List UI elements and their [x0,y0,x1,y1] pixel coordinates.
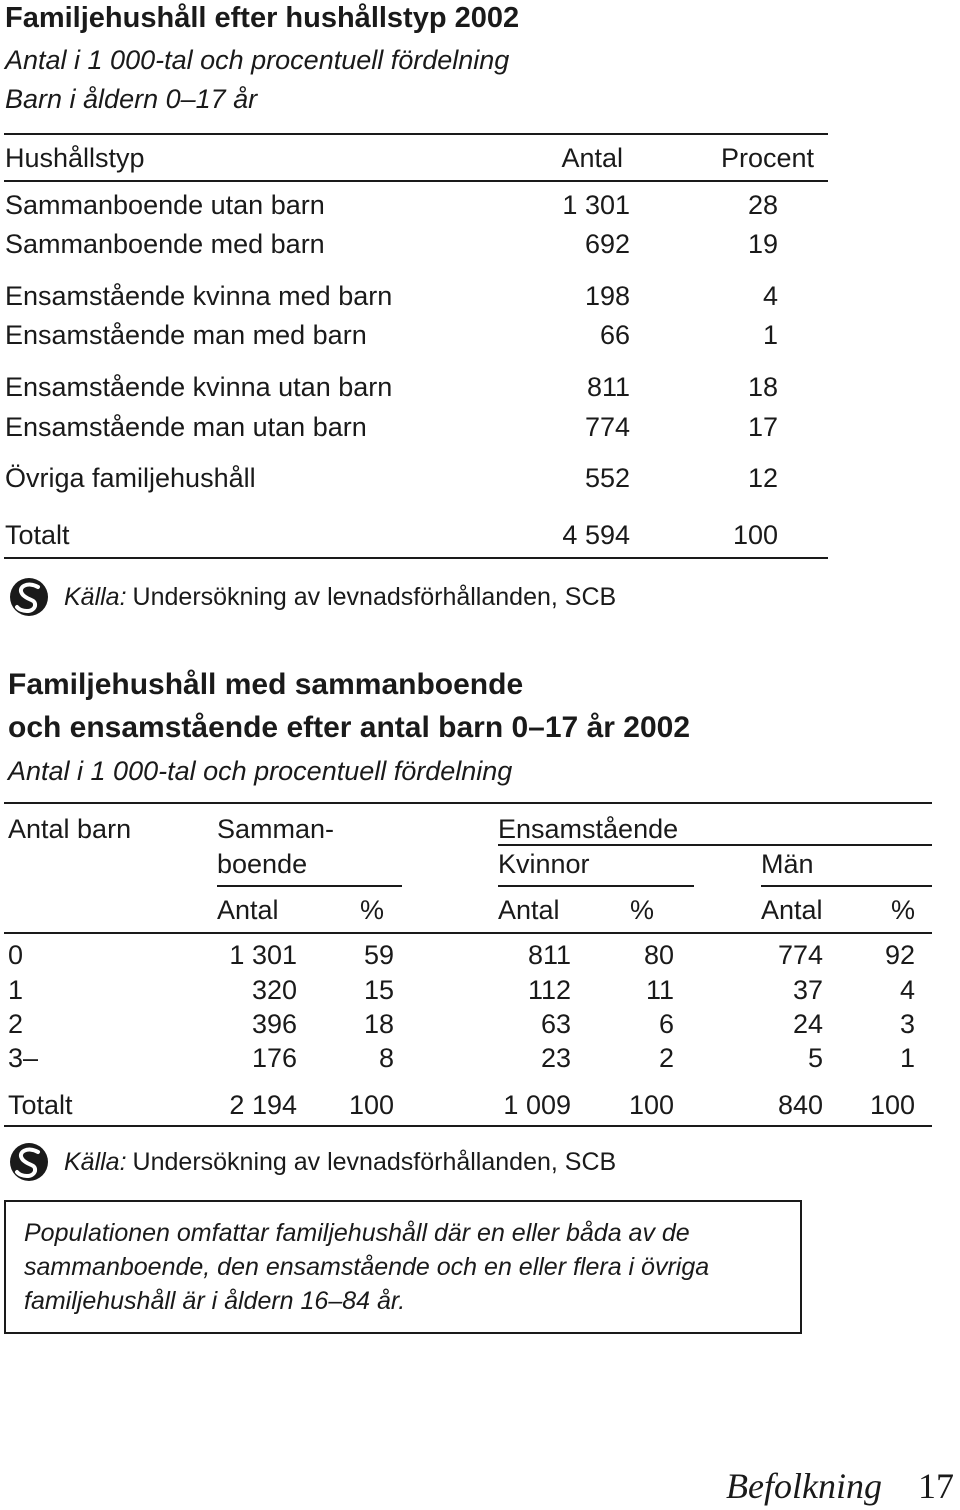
table1-source-text: Undersökning av levnadsförhållanden, SCB [132,582,617,611]
table2-cell-samman-antal: 1 301 [229,940,297,970]
table1-cell-antal: 811 [586,372,630,402]
table2-cell-samman-pct: 59 [363,940,394,970]
table1-cell-antal: 198 [584,281,630,311]
table1-cell-type: Sammanboende med barn [5,229,325,259]
table2-header-man: Män [761,849,814,879]
table2-source [8,1141,616,1183]
table1-cell-type: Totalt [5,520,70,550]
table2-cell-kvinnor-antal: 112 [527,975,571,1005]
table2-bottom-rule [4,1125,932,1127]
table2-cell-kvinnor-antal: 1 009 [503,1090,571,1120]
table1-cell-type: Sammanboende utan barn [5,190,325,220]
note-line: familjehushåll är i åldern 16–84 år. [24,1287,406,1315]
table2-cell-man-antal: 840 [777,1090,823,1120]
table2-cell-samman-antal: 320 [251,975,297,1005]
table2-cell-man-antal: 24 [792,1009,823,1039]
note-line: Populationen omfattar familjehushåll där en eller båda av de [24,1219,690,1247]
table2-subheader-samman-antal: Antal [217,895,279,925]
table1-header-antal: Antal [561,143,623,173]
table2-cell-samman-antal: 2 194 [229,1090,297,1120]
table1-header-procent: Procent [720,143,814,173]
table2-title-line1: Familjehushåll med sammanboende [8,668,524,701]
table1-cell-type: Övriga familjehushåll [5,463,256,493]
table2-cell-man-pct: 1 [899,1043,915,1073]
table1-header-type: Hushållstyp [5,143,145,173]
note-line: sammanboende, den ensamstående och en eller flera i övriga [24,1253,710,1281]
table2-cell-samman-pct: 18 [363,1009,394,1039]
table1-cell-procent: 100 [732,520,778,550]
table1-cell-type: Ensamstående kvinna utan barn [5,372,393,402]
table2-cell-man-pct: 92 [884,940,915,970]
table2-subheader-kvinnor-antal: Antal [498,895,560,925]
table2-cell-antal-barn: 1 [8,975,24,1005]
table2-cell-kvinnor-pct: 80 [643,940,674,970]
table2-subheader-man-pct: % [890,895,915,925]
table2-header-samman: Samman- [217,814,335,844]
table1-cell-antal: 4 594 [562,520,630,550]
table2-header-kvinnor: Kvinnor [498,849,590,879]
table2-top-rule [4,802,932,804]
table1-cell-procent: 28 [747,190,778,220]
table2-cell-samman-antal: 176 [251,1043,297,1073]
table2-header-ensam: Ensamstående [498,814,679,844]
table2-subheader-samman-pct: % [359,895,384,925]
table2-cell-man-antal: 774 [777,940,823,970]
table2-cell-kvinnor-pct: 6 [658,1009,674,1039]
table2-subheader-kvinnor-pct: % [629,895,654,925]
page-number: 17 [918,1466,954,1506]
table2-cell-kvinnor-antal: 23 [540,1043,571,1073]
population-note [4,1200,802,1334]
scb-logo-icon [8,576,50,618]
table2-ensam-rule [498,844,932,846]
table2-title-line2: och ensamstående efter antal barn 0–17 år 2002 [8,711,691,744]
table2-cell-kvinnor-antal: 63 [540,1009,571,1039]
table2-cell-man-pct: 3 [899,1009,915,1039]
table1-title: Familjehushåll efter hushållstyp 2002 [5,2,520,34]
table2-cell-antal-barn: 0 [8,940,24,970]
table1-subtitle: Antal i 1 000-tal och procentuell fördelning [5,45,510,75]
table2-cell-antal-barn: 2 [8,1009,24,1039]
table2-samman-rule [217,885,402,887]
table1-header-rule [4,180,828,182]
table2-subheader-man-antal: Antal [761,895,823,925]
table1-cell-antal: 692 [584,229,630,259]
table1-top-rule [4,133,828,135]
table1-subtitle-age: Barn i åldern 0–17 år [5,84,258,114]
scb-logo-icon [8,1141,50,1183]
table2-cell-kvinnor-pct: 100 [628,1090,674,1120]
table2-kvinnor-rule [498,885,694,887]
table1-source-label: Källa: [64,582,127,611]
table1-bottom-rule [4,557,828,559]
table1-cell-type: Ensamstående kvinna med barn [5,281,393,311]
table2-cell-samman-pct: 100 [348,1090,394,1120]
table1-cell-procent: 12 [747,463,778,493]
table1-cell-type: Ensamstående man med barn [5,320,367,350]
table1-cell-procent: 19 [747,229,778,259]
table2-source-text: Undersökning av levnadsförhållanden, SCB [132,1147,617,1176]
table2-header-antal-barn: Antal barn [8,814,132,844]
table2-man-rule [761,885,932,887]
table2-cell-man-pct: 4 [899,975,915,1005]
table2-cell-samman-pct: 8 [378,1043,394,1073]
table2-cell-antal-barn: Totalt [8,1090,73,1120]
table2-cell-man-antal: 5 [807,1043,823,1073]
table2-cell-kvinnor-antal: 811 [527,940,571,970]
table2-header-rule [4,932,932,934]
table1-cell-procent: 4 [762,281,778,311]
table2-subtitle: Antal i 1 000-tal och procentuell fördelning [8,756,513,786]
footer-section-title: Befolkning [726,1466,882,1506]
table2-cell-samman-antal: 396 [251,1009,297,1039]
table1-cell-type: Ensamstående man utan barn [5,412,367,442]
table2-cell-samman-pct: 15 [363,975,394,1005]
table1-cell-antal: 1 301 [562,190,630,220]
table1-cell-procent: 17 [747,412,778,442]
table1-cell-antal: 66 [599,320,630,350]
table2-cell-kvinnor-pct: 2 [658,1043,674,1073]
table2-cell-antal-barn: 3– [8,1043,39,1073]
table1-cell-procent: 1 [762,320,778,350]
table2-cell-man-pct: 100 [869,1090,915,1120]
table2-source-label: Källa: [64,1147,127,1176]
table1-cell-antal: 774 [584,412,630,442]
table2-header-boende: boende [217,849,308,879]
table1-cell-antal: 552 [584,463,630,493]
table2-cell-man-antal: 37 [792,975,823,1005]
table1-source [8,576,616,618]
table2-cell-kvinnor-pct: 11 [645,975,674,1005]
table1-cell-procent: 18 [747,372,778,402]
